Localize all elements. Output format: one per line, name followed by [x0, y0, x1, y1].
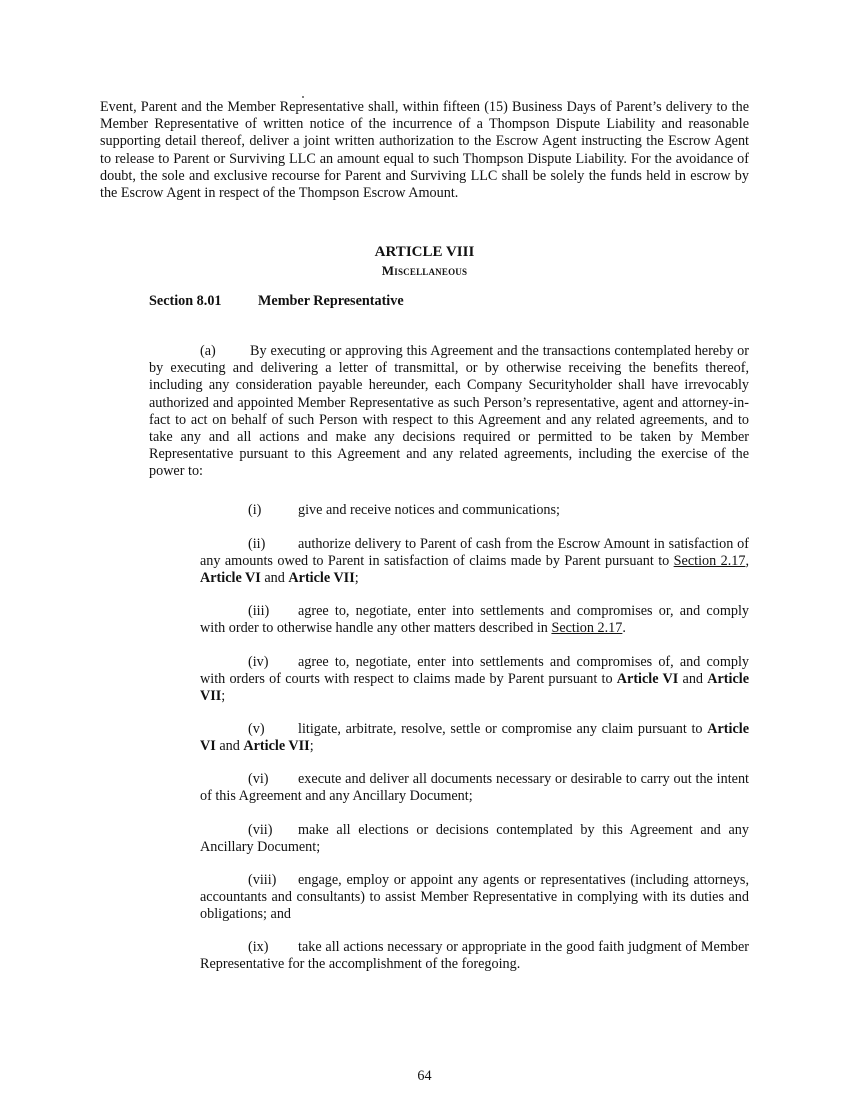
item-text: give and receive notices and communications; — [298, 502, 560, 518]
section-number: Section 8.01 — [149, 293, 222, 309]
item-text: and — [260, 570, 289, 587]
section-title: Member Representative — [258, 293, 404, 309]
item-text: and — [215, 738, 244, 755]
item-label: (ii) — [248, 536, 266, 552]
section-reference-link[interactable]: Section 2.17 — [551, 620, 623, 637]
item-label: (viii) — [248, 872, 277, 888]
item-label: (i) — [248, 502, 262, 518]
list-item-viii — [200, 872, 749, 924]
list-item-ii — [200, 536, 749, 588]
article-title: ARTICLE VIII — [374, 244, 475, 260]
item-text: and — [678, 671, 708, 688]
article-reference: Article VII — [288, 570, 355, 587]
item-text: engage, employ or appoint any agents or representatives (including attorneys, accountants and consultants) to assist Member Representative in complying with its duties and obligations; and — [200, 872, 749, 923]
item-text: ; — [309, 738, 314, 755]
article-subtitle: Miscellaneous — [381, 263, 468, 278]
list-item-i — [200, 502, 749, 519]
article-reference: Article VI — [616, 671, 679, 688]
item-text: litigate, arbitrate, resolve, settle or compromise any claim pursuant to — [298, 721, 708, 737]
list-item-iv — [200, 654, 749, 706]
list-item-v — [200, 721, 749, 755]
section-heading — [149, 293, 404, 310]
item-label: (ix) — [248, 939, 269, 955]
list-item-vii — [200, 822, 749, 856]
section-reference-link[interactable]: Section 2.17 — [673, 553, 746, 570]
item-text: authorize delivery to Parent of cash from the Escrow Amount in satisfaction of any amounts owed to Parent in satisfaction of claims made by Parent pursuant to — [200, 536, 749, 570]
item-label: (vii) — [248, 822, 273, 838]
item-label: (v) — [248, 721, 265, 737]
paragraph-a — [149, 343, 749, 481]
paragraph-label: (a) — [200, 343, 216, 359]
article-reference: Article VI — [200, 570, 261, 587]
item-text: make all elections or decisions contemplated by this Agreement and any Ancillary Document; — [200, 822, 749, 856]
paragraph-text: By executing or approving this Agreement and the transactions contemplated hereby or by executing and delivering a letter of transmittal, or by otherwise receiving the benefits thereof, including any consideration payable hereunder, each Company Securityholder shall have irrevocably authorized and appointed Member Representative as such Person’s representative, agent and attorney-in-fact to act on behalf of such Person with respect to this Agreement and any related agreements, and to take any and all actions and make any decisions required or permitted to be taken by Member Representative pursuant to this Agreement and any related agreements, including the exercise of the power to: — [149, 343, 749, 480]
item-text: , — [745, 553, 749, 570]
list-item-vi — [200, 771, 749, 805]
intro-paragraph: Event, Parent and the Member Representative shall, within fifteen (15) Business Days of Parent’s delivery to the Member Representative of written notice of the incurrence of a Thompson Dispute Liability and reasonable supporting detail thereof, deliver a joint written authorization to the Escrow Agent instructing the Escrow Agent to release to Parent or Surviving LLC an amount equal to such Thompson Dispute Liability. For the avoidance of doubt, the sole and exclusive recourse for Parent and Surviving LLC shall be solely the funds held in escrow by the Escrow Agent in respect of the Thompson Escrow Amount. — [100, 99, 749, 202]
article-reference: Article VI — [200, 721, 749, 755]
item-label: (iv) — [248, 654, 269, 670]
item-label: (vi) — [248, 771, 269, 787]
item-text: take all actions necessary or appropriate in the good faith judgment of Member Representative for the accomplishment of the foregoing. — [200, 939, 749, 973]
list-item-iii — [200, 603, 749, 637]
list-item-ix — [200, 939, 749, 973]
item-text: ; — [354, 570, 359, 587]
article-reference: Article VII — [200, 671, 749, 705]
stray-mark — [302, 96, 304, 98]
article-reference: Article VII — [243, 738, 310, 755]
item-text: ; — [221, 688, 226, 705]
item-text: agree to, negotiate, enter into settlements and compromises of, and comply with orders of courts with respect to claims made by Parent pursuant to — [200, 654, 749, 688]
item-text: agree to, negotiate, enter into settlements and compromises or, and comply with order to otherwise handle any other matters described in — [200, 603, 749, 637]
item-text: . — [622, 620, 626, 637]
item-text: execute and deliver all documents necessary or desirable to carry out the intent of this Agreement and any Ancillary Document; — [200, 771, 749, 805]
page-number: 64 — [417, 1068, 432, 1084]
item-label: (iii) — [248, 603, 270, 619]
